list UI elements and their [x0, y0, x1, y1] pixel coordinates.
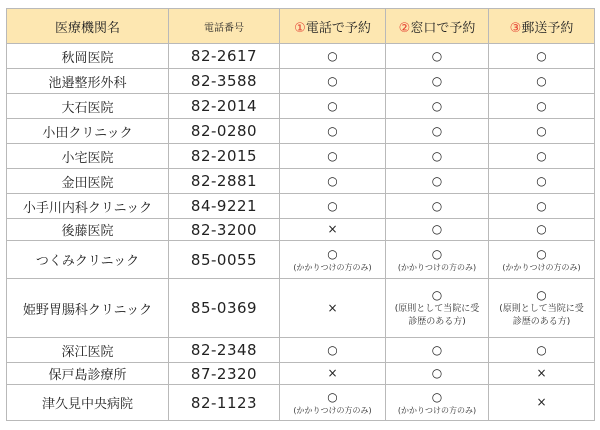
clinic-name: 金田医院	[7, 169, 169, 194]
clinic-phone: 82-2014	[169, 94, 280, 119]
clinic-phone: 82-1123	[169, 385, 280, 421]
mark-symbol: ○	[431, 287, 443, 302]
mark-symbol: ○	[431, 246, 443, 261]
clinic-phone: 84-9221	[169, 194, 280, 219]
clinic-name: 小田クリニック	[7, 119, 169, 144]
clinic-name: 津久見中央病院	[7, 385, 169, 421]
clinic-name: 大石医院	[7, 94, 169, 119]
mail-reserve-mark: ○	[489, 194, 595, 219]
mail-reserve-mark: ○	[489, 44, 595, 69]
window-reserve-mark: ○	[386, 44, 489, 69]
circled-2: ②	[398, 20, 411, 36]
condition-note: (かかりつけの方のみ)	[502, 262, 581, 272]
table-row	[7, 144, 595, 169]
mail-reserve-mark: ○	[489, 338, 595, 363]
header-mail-reserve	[489, 9, 595, 44]
mark-symbol: ○	[536, 287, 547, 302]
condition-note: (かかりつけの方のみ)	[397, 262, 477, 272]
table-row	[7, 241, 595, 279]
clinic-phone: 82-3588	[169, 69, 280, 94]
circled-1: ①	[294, 20, 306, 36]
clinic-phone: 82-2348	[169, 338, 280, 363]
condition-note-line2: 診歴のある方)	[512, 316, 571, 327]
clinic-phone: 87-2320	[169, 363, 280, 385]
table-row	[7, 385, 595, 421]
phone-reserve-mark: ○	[280, 69, 386, 94]
table-row	[7, 69, 595, 94]
mail-reserve-mark: ○	[489, 169, 595, 194]
window-reserve-mark	[386, 241, 489, 279]
clinic-name: 姫野胃腸科クリニック	[7, 279, 169, 338]
mail-reserve-mark: ×	[489, 385, 595, 421]
clinic-table	[6, 8, 595, 421]
table-row	[7, 279, 595, 338]
mail-reserve-mark: ○	[489, 119, 595, 144]
clinic-name: 池邉整形外科	[7, 69, 169, 94]
header-phone-reserve	[280, 9, 386, 44]
phone-reserve-mark: ×	[280, 279, 386, 338]
window-reserve-mark	[386, 385, 489, 421]
clinic-phone: 85-0369	[169, 279, 280, 338]
condition-note: (かかりつけの方のみ)	[293, 405, 372, 415]
mail-reserve-mark: ○	[489, 219, 595, 241]
condition-note-line2: 診歴のある方)	[408, 316, 466, 327]
table-row	[7, 169, 595, 194]
mail-reserve-mark: ×	[489, 363, 595, 385]
clinic-phone: 82-0280	[169, 119, 280, 144]
clinic-name: 小手川内科クリニック	[7, 194, 169, 219]
window-reserve-mark: ○	[386, 119, 489, 144]
clinic-name: 後藤医院	[7, 219, 169, 241]
mail-reserve-mark: ○	[489, 94, 595, 119]
header-row	[7, 9, 595, 44]
table-row	[7, 194, 595, 219]
condition-note-line1: (原則として当院に受	[499, 303, 584, 314]
clinic-phone: 85-0055	[169, 241, 280, 279]
table-row	[7, 363, 595, 385]
clinic-phone: 82-2015	[169, 144, 280, 169]
phone-reserve-mark: ○	[280, 169, 386, 194]
header-window-reserve-label: 窓口で予約	[410, 20, 476, 36]
clinic-phone: 82-3200	[169, 219, 280, 241]
mail-reserve-mark	[489, 241, 595, 279]
phone-reserve-mark: ○	[280, 119, 386, 144]
window-reserve-mark: ○	[386, 219, 489, 241]
phone-reserve-mark: ○	[280, 144, 386, 169]
mail-reserve-mark: ○	[489, 69, 595, 94]
circled-3: ③	[509, 20, 522, 36]
clinic-name: 深江医院	[7, 338, 169, 363]
window-reserve-mark: ○	[386, 338, 489, 363]
phone-reserve-mark	[280, 385, 386, 421]
window-reserve-mark: ○	[386, 69, 489, 94]
table-row	[7, 94, 595, 119]
header-name: 医療機関名	[7, 9, 169, 44]
clinic-name: つくみクリニック	[7, 241, 169, 279]
window-reserve-mark: ○	[386, 363, 489, 385]
table-row	[7, 44, 595, 69]
window-reserve-mark: ○	[386, 169, 489, 194]
mail-reserve-mark: ○	[489, 144, 595, 169]
phone-reserve-mark: ○	[280, 94, 386, 119]
window-reserve-mark: ○	[386, 94, 489, 119]
header-phone-reserve-label: 電話で予約	[305, 20, 371, 36]
header-mail-reserve-label: 郵送予約	[521, 20, 574, 36]
condition-note: (かかりつけの方のみ)	[397, 405, 477, 415]
clinic-name: 保戸島診療所	[7, 363, 169, 385]
mark-symbol: ○	[327, 246, 338, 261]
phone-reserve-mark	[280, 241, 386, 279]
header-phone: 電話番号	[169, 9, 280, 44]
phone-reserve-mark: ×	[280, 363, 386, 385]
phone-reserve-mark: ○	[280, 44, 386, 69]
mail-reserve-mark	[489, 279, 595, 338]
phone-reserve-mark: ○	[280, 194, 386, 219]
header-window-reserve	[386, 9, 489, 44]
clinic-phone: 82-2881	[169, 169, 280, 194]
window-reserve-mark: ○	[386, 144, 489, 169]
mark-symbol: ○	[431, 389, 443, 404]
phone-reserve-mark: ○	[280, 338, 386, 363]
table-row	[7, 119, 595, 144]
mark-symbol: ○	[327, 389, 338, 404]
clinic-name: 小宅医院	[7, 144, 169, 169]
window-reserve-mark	[386, 279, 489, 338]
clinic-phone: 82-2617	[169, 44, 280, 69]
window-reserve-mark: ○	[386, 194, 489, 219]
condition-note: (かかりつけの方のみ)	[293, 262, 372, 272]
condition-note-line1: (原則として当院に受	[394, 303, 480, 314]
table-row	[7, 338, 595, 363]
mark-symbol: ○	[536, 246, 547, 261]
clinic-name: 秋岡医院	[7, 44, 169, 69]
table-row	[7, 219, 595, 241]
phone-reserve-mark: ×	[280, 219, 386, 241]
